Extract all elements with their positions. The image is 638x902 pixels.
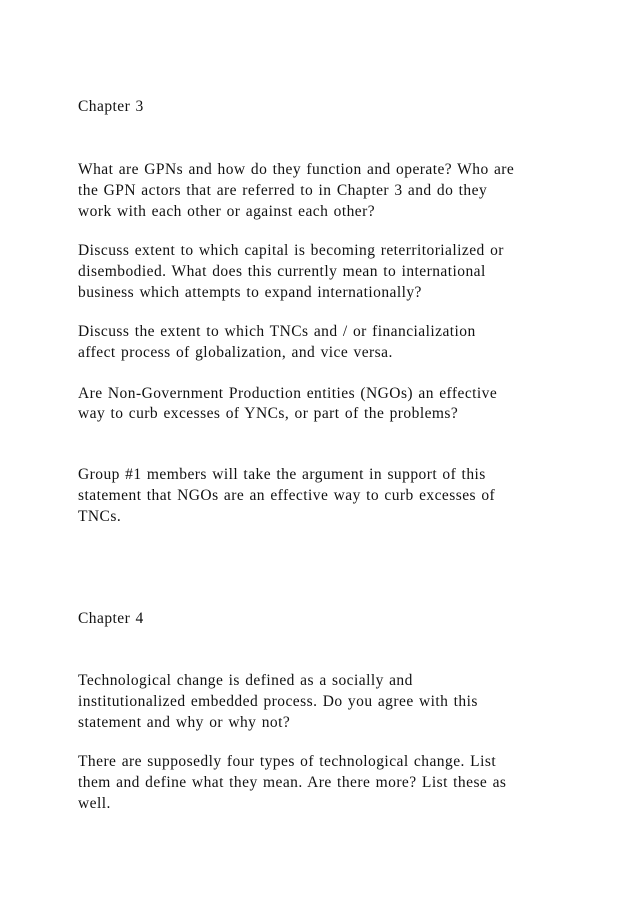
- question-gpns-line-3: work with each other or against each other?: [78, 203, 376, 220]
- chapter-3-heading: Chapter 3: [78, 98, 144, 115]
- question-ngos-line-1: Are Non-Government Production entities (NGOs) an effective: [78, 385, 498, 402]
- question-capital-line-1: Discuss extent to which capital is becoming reterritorialized or: [78, 242, 504, 259]
- question-capital-line-2: disembodied. What does this currently mean to international: [78, 263, 486, 280]
- question-tncs-line-2: affect process of globalization, and vice versa.: [78, 344, 393, 361]
- question-tech-change-line-1: Technological change is defined as a socially and: [78, 672, 413, 689]
- question-four-types-line-3: well.: [78, 795, 111, 812]
- question-gpns-line-1: What are GPNs and how do they function and operate? Who are: [78, 161, 515, 178]
- question-four-types-line-2: them and define what they mean. Are there more? List these as: [78, 774, 507, 791]
- question-ngos-line-2: way to curb excesses of YNCs, or part of the problems?: [78, 405, 459, 422]
- question-tech-change-line-2: institutionalized embedded process. Do you agree with this: [78, 693, 478, 710]
- question-tech-change-line-3: statement and why or why not?: [78, 714, 291, 731]
- group-note-line-1: Group #1 members will take the argument in support of this: [78, 466, 486, 483]
- question-gpns-line-2: the GPN actors that are referred to in Chapter 3 and do they: [78, 182, 488, 199]
- question-four-types-line-1: There are supposedly four types of technological change. List: [78, 753, 497, 770]
- chapter-4-heading: Chapter 4: [78, 610, 144, 627]
- group-note-line-3: TNCs.: [78, 508, 122, 525]
- group-note-line-2: statement that NGOs are an effective way to curb excesses of: [78, 487, 496, 504]
- question-capital-line-3: business which attempts to expand internationally?: [78, 284, 422, 301]
- question-tncs-line-1: Discuss the extent to which TNCs and / or financialization: [78, 323, 476, 340]
